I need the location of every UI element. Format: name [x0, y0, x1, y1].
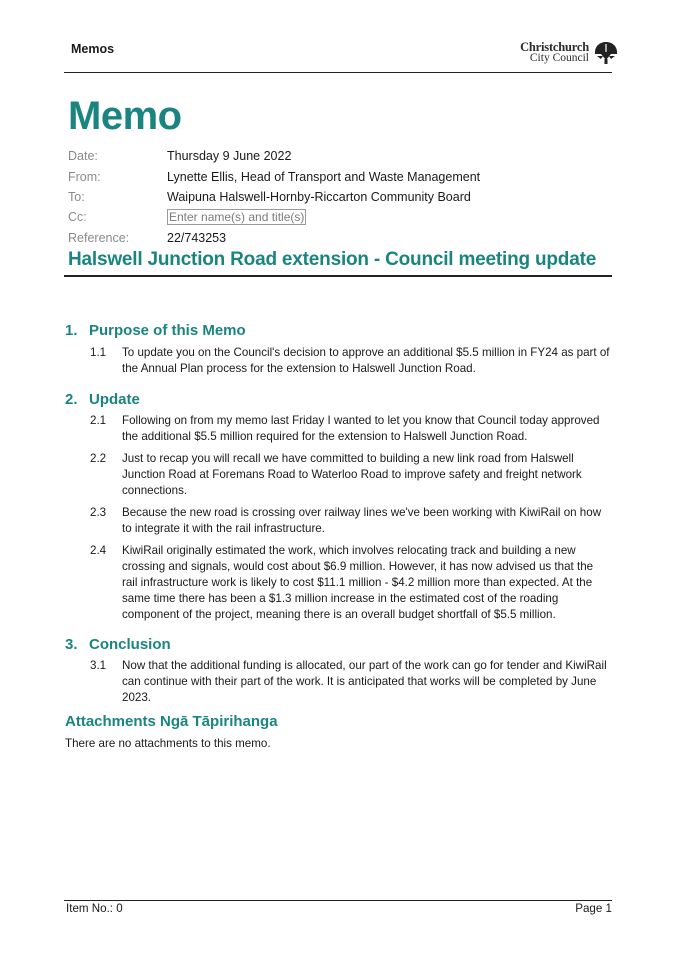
memo-meta — [68, 146, 480, 248]
date-label: Date: — [68, 149, 98, 164]
paragraph-2-2 — [90, 451, 610, 499]
paragraph-2-3 — [90, 505, 610, 537]
section-number: 2. — [65, 391, 78, 408]
paragraph-3-1 — [90, 658, 610, 706]
paragraph-text: To update you on the Council's decision to approve an additional $5.5 million in FY24 as part of the Annual Plan process for the extension to Halswell Junction Road. — [122, 346, 610, 375]
reference-value: 22/743253 — [167, 230, 227, 245]
cc-label: Cc: — [68, 210, 87, 225]
memo-subject: Halswell Junction Road extension - Council meeting update — [68, 249, 597, 270]
paragraph-text: Now that the additional funding is allocated, our part of the work can go for tender and KiwiRail can continue with their part of the work. It is anticipated that works will be completed by June 2023. — [122, 659, 607, 704]
paragraph-1-1 — [90, 345, 610, 377]
cc-field[interactable]: Enter name(s) and title(s) — [169, 210, 305, 225]
from-value: Lynette Ellis, Head of Transport and Waste Management — [167, 169, 481, 184]
to-label: To: — [68, 189, 85, 204]
footer-page-number: Page 1 — [575, 902, 612, 915]
paragraph-text: Following on from my memo last Friday I wanted to let you know that Council today approved the additional $5.5 million required for the extension to Halswell Junction Road. — [122, 414, 600, 443]
reference-label: Reference: — [68, 230, 130, 245]
paragraph-text: Just to recap you will recall we have committed to building a new link road from Halswell Junction Road at Foremans Road to Waterloo Road to improve safety and freight network connections. — [122, 452, 582, 497]
footer-divider — [64, 900, 612, 901]
cathedral-fern-icon — [593, 40, 619, 66]
section-number: 3. — [65, 636, 78, 653]
section-heading-conclusion — [65, 636, 171, 653]
section-number: 1. — [65, 322, 78, 339]
meta-to-row — [68, 187, 480, 207]
logo-line-1: Christchurch — [520, 40, 589, 54]
paragraph-number: 2.4 — [90, 544, 107, 557]
header-divider — [64, 72, 612, 73]
meta-from-row — [68, 166, 480, 186]
section-title: Purpose of this Memo — [89, 322, 246, 339]
date-value: Thursday 9 June 2022 — [167, 149, 292, 164]
section-heading-purpose — [65, 322, 246, 339]
to-value: Waipuna Halswell-Hornby-Riccarton Community Board — [167, 189, 471, 204]
section-title: Update — [89, 391, 140, 408]
section-title: Conclusion — [89, 636, 171, 653]
paragraph-text: Because the new road is crossing over railway lines we've been working with KiwiRail on how to integrate it with the rail infrastructure. — [122, 506, 602, 535]
meta-cc-row — [68, 207, 480, 227]
paragraph-2-1 — [90, 413, 610, 445]
meta-reference-row — [68, 228, 480, 248]
attachments-text: There are no attachments to this memo. — [65, 737, 271, 750]
from-label: From: — [68, 169, 101, 184]
attachments-heading: Attachments Ngā Tāpirihanga — [65, 713, 278, 730]
council-logo — [520, 40, 619, 66]
paragraph-number: 2.2 — [90, 452, 107, 465]
paragraph-number: 1.1 — [90, 346, 107, 359]
paragraph-2-4 — [90, 543, 610, 623]
header-label: Memos — [71, 42, 115, 56]
paragraph-number: 2.1 — [90, 414, 107, 427]
footer-item-number: Item No.: 0 — [66, 902, 123, 915]
paragraph-number: 2.3 — [90, 506, 107, 519]
section-heading-update — [65, 391, 140, 408]
logo-line-2: City Council — [529, 52, 589, 64]
page-title: Memo — [68, 94, 182, 138]
paragraph-text: KiwiRail originally estimated the work, which involves relocating track and building a new crossing and signals, would cost about $6.9 million. However, it has now advised us that the rail infrastructure work is likely to cost $11.1 million - $4.2 million more than expected. At the same time there has been a $1.3 million increase in the estimated cost of the roading component of the project, meaning there is an overall budget shortfall of $5.5 million. — [122, 544, 594, 621]
paragraph-number: 3.1 — [90, 659, 107, 672]
subject-divider — [64, 275, 612, 277]
meta-date-row — [68, 146, 480, 166]
